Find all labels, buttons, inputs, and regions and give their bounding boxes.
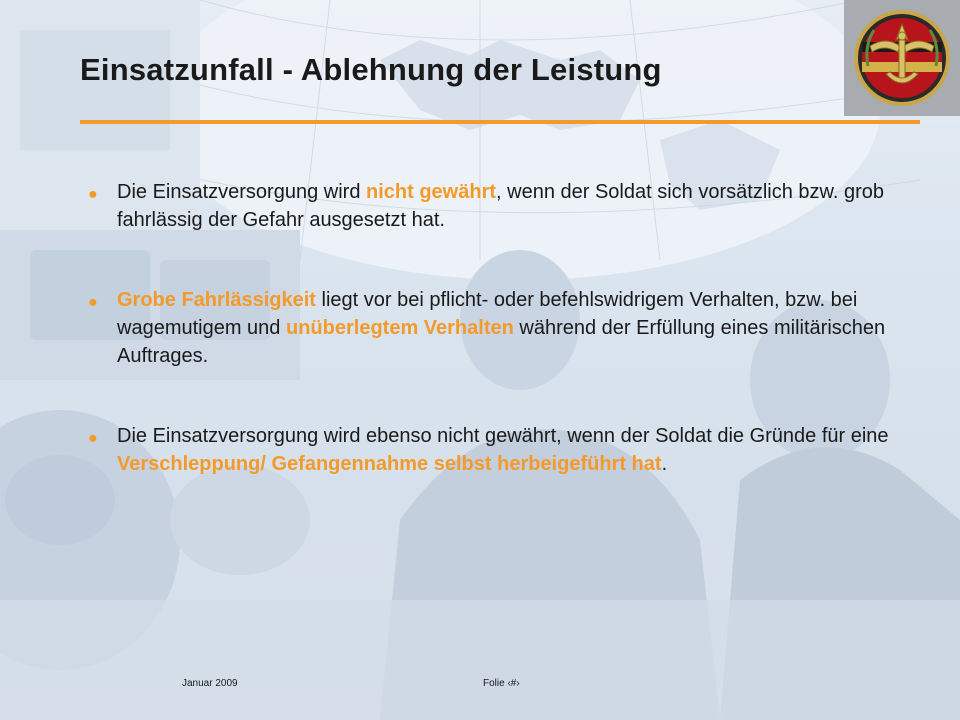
bullet-text: liegt vor bei pflicht- oder befehlswidrigem Verhalten, bzw. bei wagemutigem und (117, 289, 858, 339)
highlighted-text: Grobe Fahrlässigkeit (117, 289, 316, 311)
military-emblem-icon (850, 6, 954, 110)
bullet-item (80, 286, 900, 370)
logo-box (844, 0, 960, 116)
footer-date: Januar 2009 (182, 678, 238, 689)
bullet-text: während der Erfüllung eines militärischen Auftrages. (117, 317, 886, 367)
highlighted-text: Verschleppung/ Gefangennahme selbst herbeigeführt hat (117, 453, 662, 475)
bullet-item (80, 422, 900, 478)
bullet-text: Die Einsatzversorgung wird ebenso nicht gewährt, wenn der Soldat die Gründe für eine (117, 425, 889, 447)
footer-slide-number: Folie ‹#› (483, 678, 520, 689)
bullet-text: . (661, 453, 668, 475)
bullet-dot-icon: ● (88, 294, 98, 311)
highlighted-text: nicht gewährt (366, 181, 497, 203)
title-underline (80, 120, 920, 124)
bullet-list (80, 178, 900, 530)
bullet-item (80, 178, 900, 234)
bullet-dot-icon: ● (88, 430, 98, 447)
bullet-text: Die Einsatzversorgung wird (117, 181, 366, 203)
slide-title: Einsatzunfall - Ablehnung der Leistung (80, 52, 662, 87)
bullet-dot-icon: ● (88, 186, 98, 203)
bullet-text: , wenn der Soldat sich vorsätzlich bzw. grob fahrlässig der Gefahr ausgesetzt hat. (117, 181, 884, 231)
highlighted-text: unüberlegtem Verhalten (285, 317, 514, 339)
